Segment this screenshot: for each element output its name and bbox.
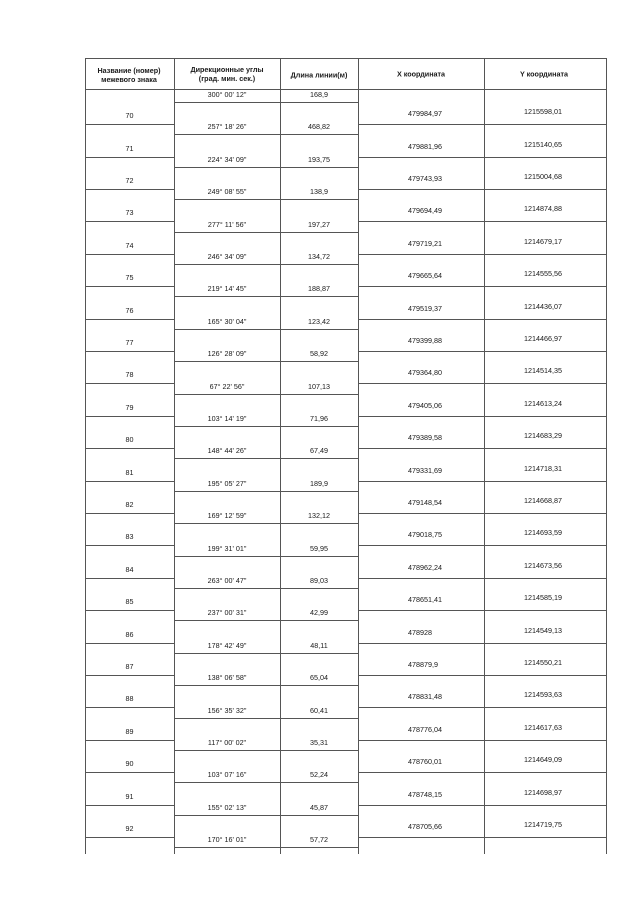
segment-angle: 219° 14' 45" [207,284,247,294]
segment-length: 60,41 [310,705,328,715]
segment-rule [174,815,358,816]
point-rule [358,157,606,158]
x-coordinate: 479148,54 [408,498,442,507]
segment-rule [174,232,358,233]
segment-rule [174,199,358,200]
segment-angle: 103° 07' 16" [207,770,247,780]
marker-number: 90 [125,759,134,769]
segment-rule [174,329,358,330]
segment-length: 65,04 [310,673,328,683]
segment-angle: 246° 34' 09" [207,252,247,261]
segment-angle: 169° 12' 59" [207,511,247,521]
column-rule [606,58,607,854]
segment-angle: 117° 00' 02" [207,738,247,747]
segment-rule [174,847,358,848]
y-coordinate: 1215004,68 [524,172,562,181]
marker-number: 73 [125,208,134,218]
marker-number: 71 [125,143,134,153]
marker-number: 77 [125,338,134,347]
point-rule [85,675,174,676]
point-rule [85,805,174,806]
x-coordinate: 478831,48 [408,692,442,702]
point-rule [85,610,174,611]
segment-length: 193,75 [308,154,330,164]
x-coordinate: 478928 [408,627,432,637]
column-rule [484,58,485,854]
point-rule [358,610,606,611]
x-coordinate: 478748,15 [408,789,442,799]
segment-angle: 170° 16' 01" [207,835,247,845]
marker-number: 80 [125,435,134,445]
segment-angle: 277° 11' 56" [207,219,247,229]
segment-angle: 138° 06' 58" [207,673,247,683]
marker-number: 85 [125,597,134,607]
y-coordinate: 1214649,09 [524,755,562,765]
point-rule [85,513,174,514]
segment-length: 67,49 [310,446,328,456]
y-coordinate: 1214698,97 [524,787,562,797]
segment-rule [174,264,358,265]
marker-number: 72 [125,176,134,185]
header-y: Y координата [520,69,568,79]
segment-length: 59,95 [310,543,328,553]
marker-number: 75 [125,273,134,283]
point-rule [358,383,606,384]
column-rule [280,58,281,854]
x-coordinate: 479984,97 [408,109,442,119]
segment-length: 71,96 [310,414,328,423]
header-angle: Дирекционные углы (град. мин. сек.) [190,65,264,83]
point-rule [85,416,174,417]
point-rule [358,481,606,482]
x-coordinate: 479519,37 [408,303,442,313]
point-rule [85,189,174,190]
y-coordinate: 1214593,63 [524,690,562,700]
y-coordinate: 1214550,21 [524,658,562,667]
point-rule [85,740,174,741]
point-rule [85,481,174,482]
point-rule [358,675,606,676]
point-rule [85,319,174,320]
column-rule [174,58,175,854]
y-coordinate: 1214466,97 [524,334,562,343]
point-rule [358,351,606,352]
x-coordinate: 479018,75 [408,530,442,540]
segment-rule [174,750,358,751]
segment-angle: 156° 35' 32" [207,705,247,715]
segment-rule [174,458,358,459]
point-rule [358,319,606,320]
segment-rule [174,296,358,297]
point-rule [358,578,606,579]
y-coordinate: 1214436,07 [524,301,562,311]
x-coordinate: 479665,64 [408,271,442,281]
point-rule [358,837,606,838]
point-rule [358,221,606,222]
x-coordinate: 478962,24 [408,562,442,572]
segment-length: 168,9 [310,90,328,99]
point-rule [85,772,174,773]
marker-number: 86 [125,629,134,639]
segment-length: 48,11 [310,640,328,650]
segment-length: 35,31 [310,738,328,747]
header-x: X координата [396,69,446,79]
column-rule [358,58,359,854]
point-rule [85,254,174,255]
point-rule [358,448,606,449]
header-bottom-rule [85,89,606,90]
segment-length: 57,72 [310,835,328,845]
segment-length: 45,87 [310,802,328,812]
marker-number: 88 [125,694,134,704]
marker-number: 84 [125,564,134,574]
y-coordinate: 1215598,01 [524,107,562,117]
point-rule [358,772,606,773]
x-coordinate: 478776,04 [408,724,442,734]
point-rule [358,643,606,644]
segment-angle: 126° 28' 09" [207,349,247,359]
segment-length: 138,9 [310,187,328,197]
y-coordinate: 1214679,17 [524,236,562,246]
segment-length: 52,24 [310,770,328,780]
y-coordinate: 1214693,59 [524,528,562,538]
marker-number: 91 [125,791,134,801]
segment-length: 107,13 [308,381,330,391]
x-coordinate: 479331,69 [408,465,442,475]
segment-angle: 257° 18' 26" [207,122,247,132]
segment-rule [174,361,358,362]
x-coordinate: 479389,58 [408,433,442,443]
y-coordinate: 1214514,35 [524,366,562,376]
point-rule [85,124,174,125]
segment-angle: 148° 44' 26" [207,446,247,456]
point-rule [85,221,174,222]
x-coordinate: 479405,06 [408,400,442,410]
marker-number: 87 [125,662,134,671]
segment-length: 189,9 [310,478,328,488]
segment-rule [174,167,358,168]
segment-length: 123,42 [308,316,330,326]
x-coordinate: 479881,96 [408,141,442,151]
segment-angle: 155° 02' 13" [207,802,247,812]
marker-number: 76 [125,305,134,315]
x-coordinate: 479364,80 [408,368,442,378]
marker-number: 81 [125,467,134,477]
segment-rule [174,491,358,492]
segment-rule [174,782,358,783]
point-rule [358,805,606,806]
segment-length: 132,12 [308,511,330,521]
x-coordinate: 479743,93 [408,174,442,183]
header-length: Длина линии(м) [290,70,348,80]
segment-length: 197,27 [308,219,330,229]
point-rule [85,383,174,384]
segment-angle: 165° 30' 04" [207,316,247,326]
point-rule [85,351,174,352]
x-coordinate: 478705,66 [408,822,442,831]
segment-length: 89,03 [310,576,328,585]
marker-number: 89 [125,726,134,736]
header-marker: Название (номер) межевого знака [97,66,161,84]
segment-angle: 300° 00' 12" [207,90,247,99]
marker-number: 82 [125,500,134,509]
marker-number: 92 [125,824,134,833]
segment-rule [174,556,358,557]
y-coordinate: 1214668,87 [524,496,562,505]
column-rule [85,58,86,854]
segment-length: 188,87 [308,284,330,294]
y-coordinate: 1214718,31 [524,463,562,473]
point-rule [358,286,606,287]
marker-number: 70 [125,111,134,121]
x-coordinate: 479399,88 [408,336,442,345]
segment-angle: 263° 00' 47" [207,576,247,585]
x-coordinate: 478651,41 [408,595,442,605]
point-rule [85,578,174,579]
point-rule [358,545,606,546]
segment-rule [174,718,358,719]
x-coordinate: 478879,9 [408,660,438,669]
segment-length: 42,99 [310,608,328,618]
segment-angle: 178° 42' 49" [207,640,247,650]
y-coordinate: 1214555,56 [524,269,562,279]
segment-angle: 195° 05' 27" [207,478,247,488]
y-coordinate: 1214673,56 [524,560,562,570]
point-rule [85,643,174,644]
point-rule [85,545,174,546]
marker-number: 79 [125,402,134,412]
segment-rule [174,653,358,654]
y-coordinate: 1214613,24 [524,398,562,408]
point-rule [358,740,606,741]
point-rule [358,124,606,125]
point-rule [85,157,174,158]
y-coordinate: 1214617,63 [524,722,562,732]
point-rule [85,286,174,287]
segment-angle: 103° 14' 19" [207,414,247,423]
segment-rule [174,523,358,524]
segment-length: 58,92 [310,349,328,359]
segment-rule [174,134,358,135]
table-top-rule [85,58,606,59]
point-rule [85,707,174,708]
marker-number: 78 [125,370,134,380]
segment-rule [174,685,358,686]
segment-rule [174,588,358,589]
segment-length: 134,72 [308,252,330,261]
y-coordinate: 1214549,13 [524,625,562,635]
segment-angle: 237° 00' 31" [207,608,247,618]
point-rule [358,254,606,255]
y-coordinate: 1214585,19 [524,593,562,603]
y-coordinate: 1214874,88 [524,204,562,214]
x-coordinate: 478760,01 [408,757,442,767]
segment-rule [174,620,358,621]
marker-number: 83 [125,532,134,542]
y-coordinate: 1215140,65 [524,139,562,149]
segment-length: 468,82 [308,122,330,132]
point-rule [358,707,606,708]
y-coordinate: 1214719,75 [524,820,562,829]
segment-angle: 199° 31' 01" [207,543,247,553]
point-rule [358,189,606,190]
point-rule [358,513,606,514]
point-rule [85,448,174,449]
segment-angle: 67° 22' 56" [209,381,245,391]
segment-rule [174,426,358,427]
point-rule [85,837,174,838]
segment-rule [174,102,358,103]
y-coordinate: 1214683,29 [524,431,562,441]
segment-angle: 249° 08' 55" [207,187,247,197]
point-rule [358,416,606,417]
marker-number: 74 [125,240,134,250]
x-coordinate: 479694,49 [408,206,442,216]
segment-rule [174,394,358,395]
x-coordinate: 479719,21 [408,238,442,248]
segment-angle: 224° 34' 09" [207,154,247,164]
